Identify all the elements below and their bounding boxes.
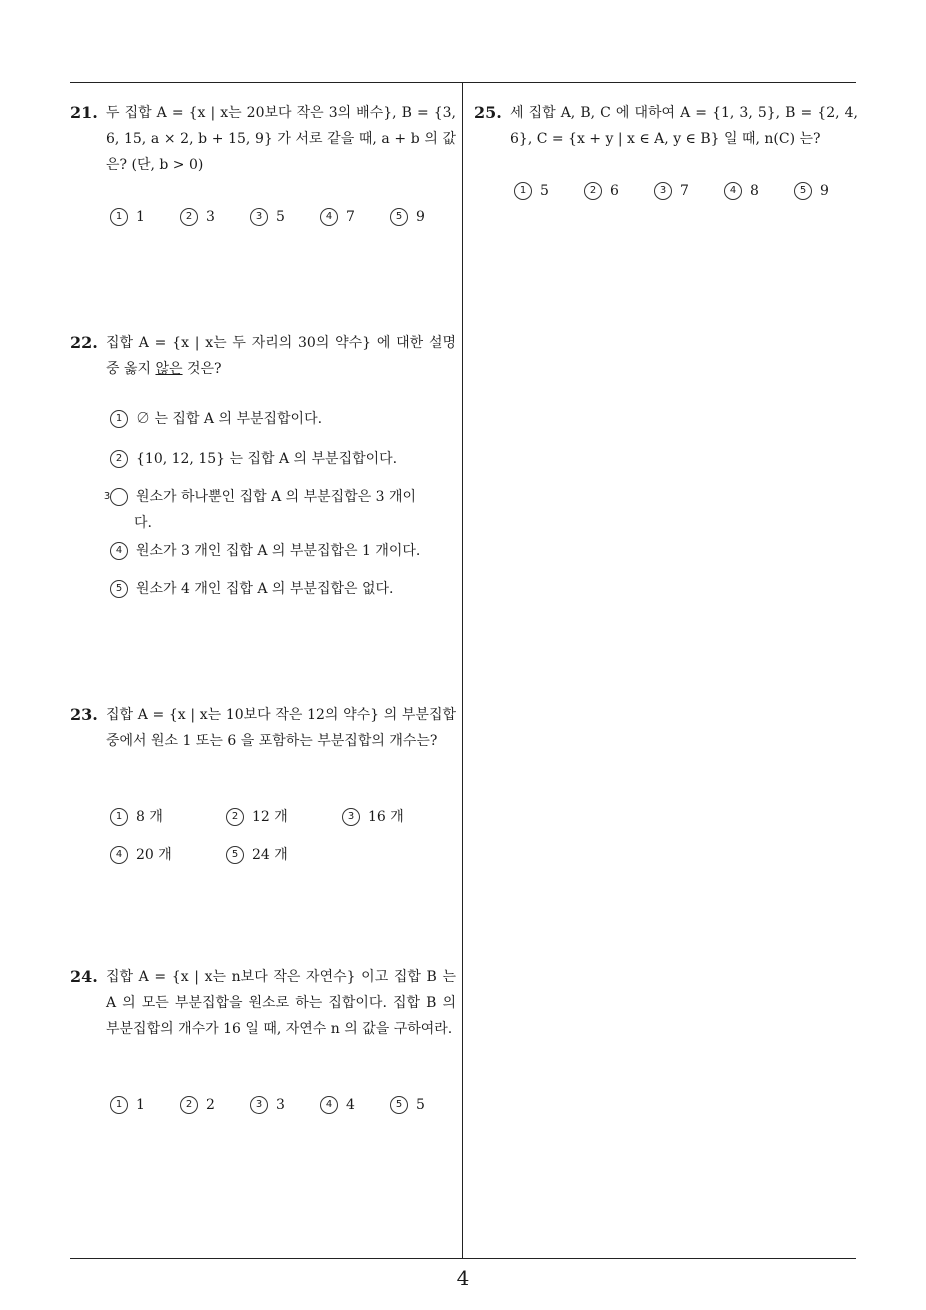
- choice-text: 8 개: [136, 809, 163, 825]
- choice-text: 1: [136, 209, 145, 225]
- choice-text: 9: [416, 209, 425, 225]
- choice-number: 1: [514, 182, 532, 200]
- choice-number: 1: [110, 410, 128, 428]
- choice-number: 4: [320, 1096, 338, 1114]
- choice[interactable]: [110, 576, 450, 602]
- bottom-rule: [70, 1258, 856, 1259]
- choice-number: 4: [320, 208, 338, 226]
- choice-text: 20 개: [136, 847, 172, 863]
- choice[interactable]: [514, 182, 549, 200]
- choice[interactable]: [226, 844, 288, 864]
- question-text-before: 집합 A = {x | x는 두 자리의 30의 약수} 에 대한 설명 중 옳지: [106, 335, 456, 377]
- question-23: [70, 702, 456, 754]
- choice-number: 4: [110, 846, 128, 864]
- choices-23-row1: [110, 806, 450, 826]
- question-number: 23.: [70, 705, 98, 724]
- choice[interactable]: [794, 182, 829, 200]
- choice-number: 3: [250, 208, 268, 226]
- choice[interactable]: [180, 208, 215, 226]
- question-number: 24.: [70, 967, 98, 986]
- choice[interactable]: [110, 406, 450, 432]
- choice[interactable]: [654, 182, 689, 200]
- choice[interactable]: [103, 484, 434, 536]
- choice-text: 원소가 4 개인 집합 A 의 부분집합은 없다.: [136, 581, 394, 597]
- page-number: 4: [456, 1266, 470, 1290]
- choice-text: 7: [680, 183, 689, 199]
- choice-number: 2: [584, 182, 602, 200]
- choice-text: 9: [820, 183, 829, 199]
- choice[interactable]: [250, 208, 285, 226]
- choice[interactable]: [110, 844, 172, 864]
- choices-24: [110, 1096, 450, 1116]
- choice[interactable]: [110, 1096, 145, 1114]
- question-25: [474, 100, 858, 152]
- question-number: 21.: [70, 103, 98, 122]
- choice-number: 1: [110, 208, 128, 226]
- choice-text: {10, 12, 15} 는 집합 A 의 부분집합이다.: [136, 451, 398, 467]
- choice[interactable]: [226, 806, 288, 826]
- question-text: [106, 330, 456, 382]
- choice-text: 1: [136, 1097, 145, 1113]
- choice[interactable]: [390, 1096, 425, 1114]
- choice[interactable]: [342, 806, 404, 826]
- choice-text: 24 개: [252, 847, 288, 863]
- choice-number: 4: [110, 542, 128, 560]
- question-text: 세 집합 A, B, C 에 대하여 A = {1, 3, 5}, B = {2, 4, 6}, C = {x + y | x ∈ A, y ∈ B} 일 때, n(C) 는?: [510, 105, 858, 147]
- choice-number: 5: [390, 208, 408, 226]
- choice-text: 3: [276, 1097, 285, 1113]
- choice-number: 5: [390, 1096, 408, 1114]
- choice[interactable]: [110, 806, 163, 826]
- choice-number: 3: [342, 808, 360, 826]
- choice-text: 5: [276, 209, 285, 225]
- choice-text: 12 개: [252, 809, 288, 825]
- choice[interactable]: [320, 1096, 355, 1114]
- choice-text: 3: [206, 209, 215, 225]
- question-24: [70, 964, 456, 1042]
- choice[interactable]: [180, 1096, 215, 1114]
- question-21: [70, 100, 456, 178]
- choice-number: 5: [226, 846, 244, 864]
- question-number: 22.: [70, 333, 98, 352]
- choice-number: 4: [724, 182, 742, 200]
- top-rule: [70, 82, 856, 83]
- choice-text: 5: [416, 1097, 425, 1113]
- choice-text: 2: [206, 1097, 215, 1113]
- choice[interactable]: [110, 538, 450, 564]
- choice-number: 3: [654, 182, 672, 200]
- choice-text: 4: [346, 1097, 355, 1113]
- question-text: 집합 A = {x | x는 10보다 작은 12의 약수} 의 부분집합 중에서 원소 1 또는 6 을 포함하는 부분집합의 개수는?: [106, 707, 456, 749]
- choice[interactable]: [110, 446, 450, 472]
- choice-text: 원소가 하나뿐인 집합 A 의 부분집합은 3 개이다.: [134, 489, 417, 531]
- choice-text: 5: [540, 183, 549, 199]
- choice-text: 8: [750, 183, 759, 199]
- choice-number: 3: [250, 1096, 268, 1114]
- choice-text: 원소가 3 개인 집합 A 의 부분집합은 1 개이다.: [136, 543, 421, 559]
- choice[interactable]: [584, 182, 619, 200]
- column-divider: [462, 82, 463, 1258]
- choice-number: 1: [110, 808, 128, 826]
- choice-number: 2: [226, 808, 244, 826]
- choice[interactable]: [724, 182, 759, 200]
- choices-25: [514, 182, 854, 202]
- choice-number: 5: [110, 580, 128, 598]
- question-number: 25.: [474, 103, 502, 122]
- choice-number: 2: [180, 208, 198, 226]
- question-22: [70, 330, 456, 382]
- question-text: 집합 A = {x | x는 n보다 작은 자연수} 이고 집합 B 는 A 의 모든 부분집합을 원소로 하는 집합이다. 집합 B 의 부분집합의 개수가 16 일 때, 자연수 n 의 값을 구하여라.: [106, 969, 456, 1037]
- choice[interactable]: [390, 208, 425, 226]
- choice-text: 16 개: [368, 809, 404, 825]
- choice-number: 1: [110, 1096, 128, 1114]
- choice-text: ∅ 는 집합 A 의 부분집합이다.: [136, 411, 323, 427]
- choice-text: 6: [610, 183, 619, 199]
- choice[interactable]: [250, 1096, 285, 1114]
- question-text: 두 집합 A = {x | x는 20보다 작은 3의 배수}, B = {3, 6, 15, a × 2, b + 15, 9} 가 서로 같을 때, a + b 의 값은? (단, b > 0): [106, 105, 456, 173]
- question-text-after: 것은?: [182, 361, 222, 377]
- choice-number: 5: [794, 182, 812, 200]
- choice[interactable]: [320, 208, 355, 226]
- choice-text: 7: [346, 209, 355, 225]
- choice-number: 2: [180, 1096, 198, 1114]
- choice[interactable]: [110, 208, 145, 226]
- choices-21: [110, 208, 450, 228]
- choices-23-row2: [110, 844, 450, 864]
- underlined-keyword: 않은: [155, 361, 183, 377]
- choice-number: 3: [110, 488, 128, 506]
- choice-number: 2: [110, 450, 128, 468]
